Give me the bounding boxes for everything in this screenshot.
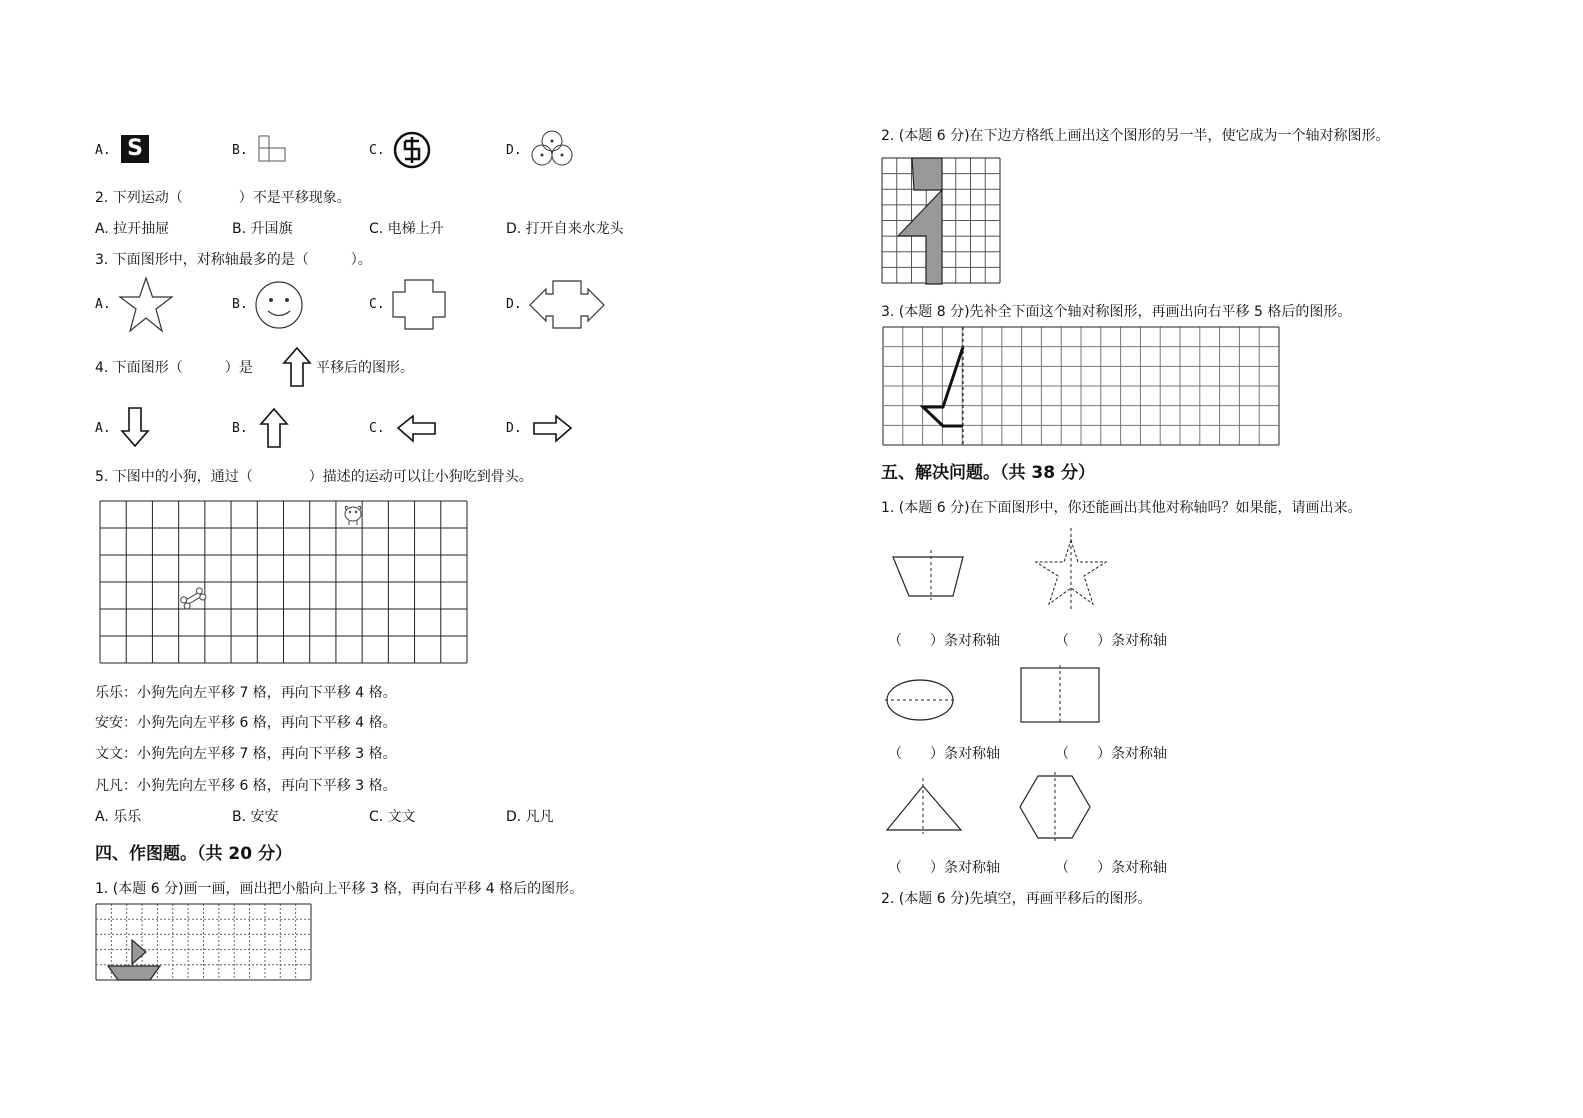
q1-option-d[interactable]: D. bbox=[506, 143, 522, 158]
q2-option-b[interactable]: B. 升国旗 bbox=[232, 221, 293, 237]
q4-option-c[interactable]: C. bbox=[369, 421, 385, 436]
left-arrow-icon bbox=[397, 415, 437, 443]
hexagon-blank[interactable]: （ ）条对称轴 bbox=[1055, 860, 1167, 876]
q3-option-b[interactable]: B. bbox=[232, 297, 248, 312]
trapezoid-blank[interactable]: （ ）条对称轴 bbox=[888, 633, 1000, 649]
star-shape-icon bbox=[118, 277, 174, 333]
hexagon-shape-icon bbox=[1016, 772, 1096, 842]
statement-anan: 安安：小狗先向左平移 6 格，再向下平移 4 格。 bbox=[95, 715, 397, 731]
q4-option-d[interactable]: D. bbox=[506, 421, 522, 436]
right-arrow-icon bbox=[533, 415, 573, 443]
q5-option-b[interactable]: B. 安安 bbox=[232, 809, 279, 825]
up-arrow-option-icon bbox=[259, 408, 289, 448]
q2-stem: 2. 下列运动（ ）不是平移现象。 bbox=[95, 190, 351, 206]
s5-q1-stem: 1. (本题 6 分)在下面图形中，你还能画出其他对称轴吗？如果能，请画出来。 bbox=[881, 500, 1362, 516]
s5-q2-stem: 2. (本题 6 分)先填空，再画平移后的图形。 bbox=[881, 891, 1152, 907]
q3-option-c[interactable]: C. bbox=[369, 297, 385, 312]
rectangle-blank[interactable]: （ ）条对称轴 bbox=[1055, 746, 1167, 762]
q1-option-b[interactable]: B. bbox=[232, 143, 248, 158]
q4-stem-end: 平移后的图形。 bbox=[316, 360, 414, 376]
q1-option-c[interactable]: C. bbox=[369, 143, 385, 158]
q2-option-c[interactable]: C. 电梯上升 bbox=[369, 221, 444, 237]
q4-option-a[interactable]: A. bbox=[95, 421, 111, 436]
boat-hull-icon bbox=[108, 966, 160, 980]
trapezoid-shape-icon bbox=[885, 528, 965, 600]
s4-q3-stem: 3. (本题 8 分)先补全下面这个轴对称图形，再画出向右平移 5 格后的图形。 bbox=[881, 304, 1352, 320]
q5-option-d[interactable]: D. 凡凡 bbox=[506, 809, 554, 825]
q3-option-d[interactable]: D. bbox=[506, 297, 522, 312]
smiley-face-icon bbox=[254, 280, 304, 330]
cross-shape-icon bbox=[392, 279, 448, 331]
q5-option-c[interactable]: C. 文文 bbox=[369, 809, 416, 825]
boat-sail-icon bbox=[132, 940, 146, 964]
q2-option-d[interactable]: D. 打开自来水龙头 bbox=[506, 221, 624, 237]
q2-option-a[interactable]: A. 拉开抽屉 bbox=[95, 221, 170, 237]
dashed-star-icon bbox=[1032, 528, 1112, 612]
up-arrow-icon bbox=[283, 347, 311, 387]
coin-symbol-icon bbox=[393, 131, 431, 169]
statement-wenwen: 文文：小狗先向左平移 7 格，再向下平移 3 格。 bbox=[95, 746, 397, 762]
section4-title: 四、作图题。（共 20 分） bbox=[95, 844, 292, 864]
s4-q1-stem: 1. (本题 6 分)画一画，画出把小船向上平移 3 格，再向右平移 4 格后的图形。 bbox=[95, 881, 584, 897]
ellipse-shape-icon bbox=[885, 675, 955, 725]
rectangle-shape-icon bbox=[1020, 665, 1104, 723]
q5-option-a[interactable]: A. 乐乐 bbox=[95, 809, 142, 825]
statement-fanfan: 凡凡：小狗先向左平移 6 格，再向下平移 3 格。 bbox=[95, 778, 397, 794]
s-block-icon: S bbox=[121, 135, 149, 163]
axis-figure-grid bbox=[883, 327, 1281, 447]
dog-bone-grid bbox=[100, 501, 470, 665]
double-arrow-shape-icon bbox=[529, 280, 605, 330]
statement-lele: 乐乐：小狗先向左平移 7 格，再向下平移 4 格。 bbox=[95, 685, 397, 701]
q4-option-b[interactable]: B. bbox=[232, 421, 248, 436]
section5-title: 五、解决问题。（共 38 分） bbox=[881, 463, 1095, 483]
q3-stem: 3. 下面图形中，对称轴最多的是（ ）。 bbox=[95, 252, 372, 268]
bone-icon bbox=[180, 587, 207, 610]
q4-stem-start: 4. 下面图形（ ）是 bbox=[95, 360, 253, 376]
squares-icon bbox=[258, 135, 288, 163]
q3-option-a[interactable]: A. bbox=[95, 297, 111, 312]
ellipse-blank[interactable]: （ ）条对称轴 bbox=[888, 746, 1000, 762]
three-circles-icon bbox=[530, 128, 574, 168]
s4-q2-stem: 2. (本题 6 分)在下边方格纸上画出这个图形的另一半，使它成为一个轴对称图形。 bbox=[881, 128, 1390, 144]
q5-stem: 5. 下图中的小狗，通过（ ）描述的运动可以让小狗吃到骨头。 bbox=[95, 469, 533, 485]
triangle-blank[interactable]: （ ）条对称轴 bbox=[888, 860, 1000, 876]
q1-option-a[interactable]: A. bbox=[95, 143, 111, 158]
triangle-shape-icon bbox=[885, 778, 965, 834]
half-figure-grid bbox=[882, 158, 1002, 285]
down-arrow-icon bbox=[120, 407, 150, 447]
star-blank[interactable]: （ ）条对称轴 bbox=[1055, 633, 1167, 649]
boat-grid bbox=[96, 904, 314, 982]
dog-icon bbox=[345, 506, 361, 525]
